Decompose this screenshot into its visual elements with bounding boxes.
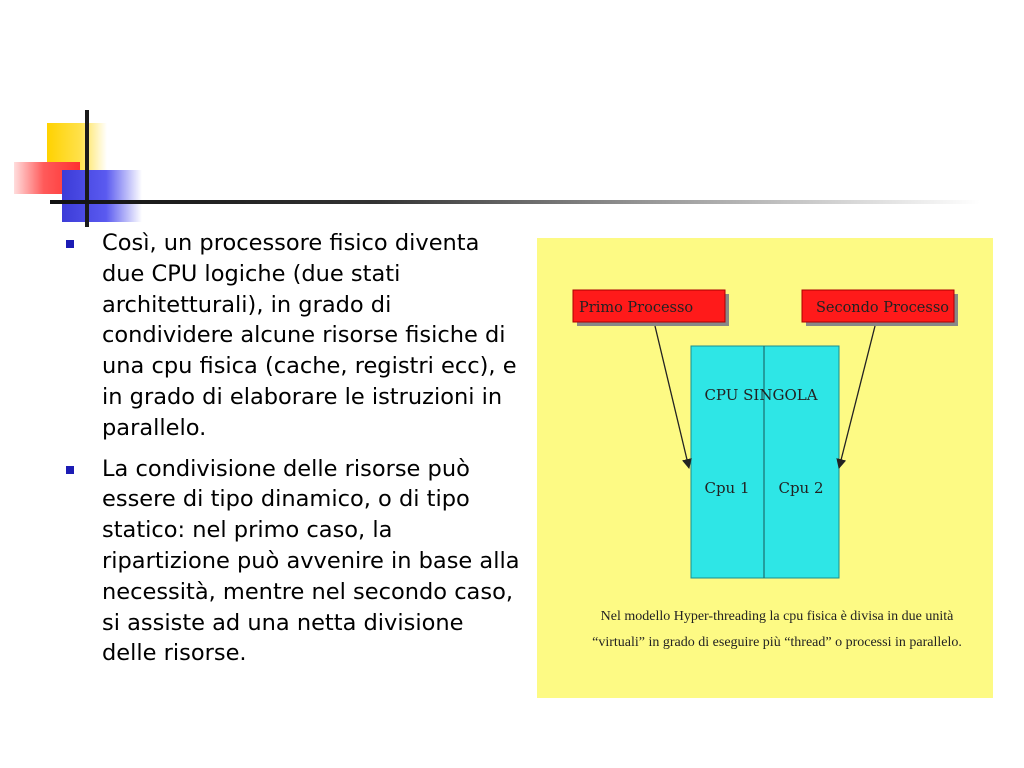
- process-1-label: Primo Processo: [579, 300, 694, 316]
- vertical-rule: [85, 110, 89, 227]
- cpu-box: [691, 346, 839, 578]
- blue-square-decoration: [62, 170, 142, 222]
- arrow-process-1-to-cpu-1: [655, 326, 689, 468]
- horizontal-rule: [50, 200, 980, 204]
- cpu-2-label: Cpu 2: [778, 479, 824, 497]
- bullet-text: Così, un processore fisico diventa due CPU logiche (due stati architetturali), in grado di condividere alcune risorse fisiche di una cpu fisica (cache, registri ecc), e in grado di elaborare le istruzioni in parallelo.: [102, 230, 517, 441]
- bullet-list: [62, 228, 522, 679]
- process-2-label: Secondo Processo: [815, 300, 949, 316]
- bullet-text: La condivisione delle risorse può essere di tipo dinamico, o di tipo statico: nel primo caso, la ripartizione può avvenire in base alla necessità, mentre nel secondo caso, si assiste ad una netta divisione delle risorse.: [102, 455, 520, 667]
- square-bullet-icon: [66, 240, 74, 248]
- bullet-item: [62, 454, 522, 670]
- cpu-1-label: Cpu 1: [704, 479, 750, 497]
- cpu-title: CPU SINGOLA: [704, 386, 818, 404]
- bullet-item: [62, 228, 522, 444]
- hyperthreading-figure: [537, 238, 993, 698]
- figure-caption: Nel modello Hyper-threading la cpu fisica è divisa in due unità “virtuali” in grado di eseguire più “thread” o processi in parallelo.: [592, 609, 962, 650]
- title-decoration: [0, 0, 1024, 240]
- arrow-process-2-to-cpu-2: [839, 326, 875, 468]
- square-bullet-icon: [66, 466, 74, 474]
